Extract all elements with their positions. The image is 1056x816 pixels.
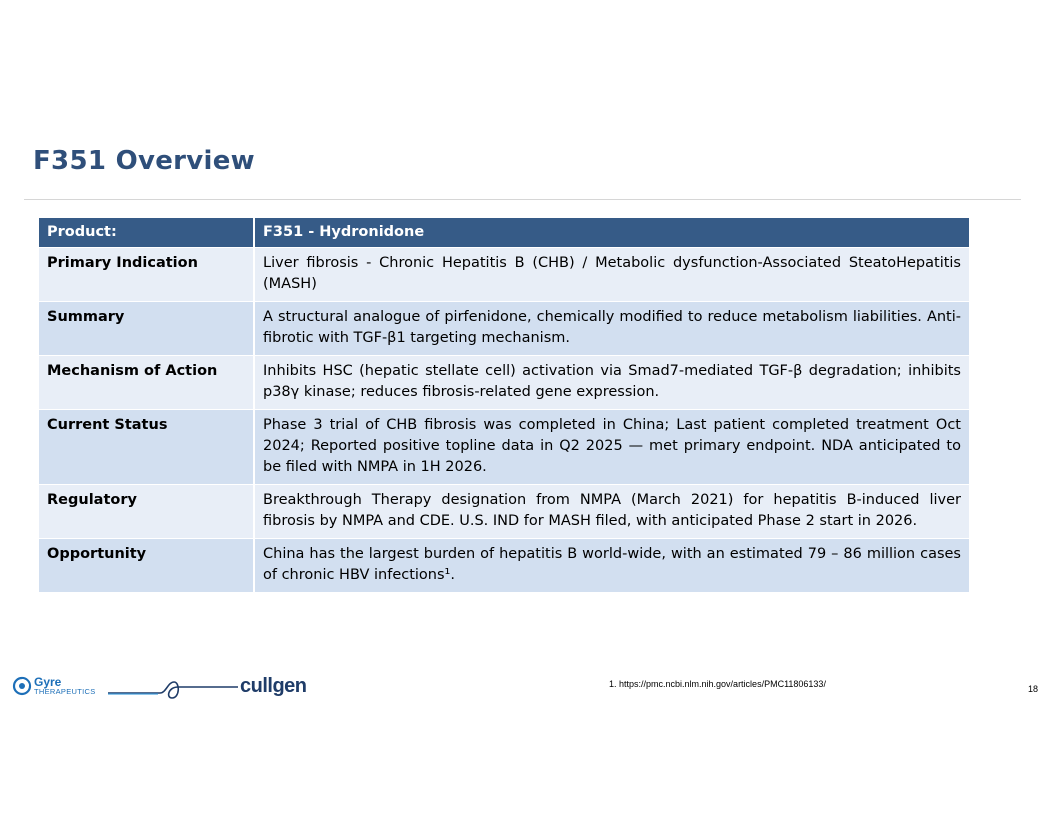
row-label: Summary <box>39 302 254 356</box>
row-label: Primary Indication <box>39 248 254 302</box>
table-header-row <box>39 218 969 248</box>
row-value: A structural analogue of pirfenidone, chemically modified to reduce metabolism liabilities. Anti-fibrotic with TGF-β1 targeting mechanism. <box>254 302 969 356</box>
row-value: Inhibits HSC (hepatic stellate cell) activation via Smad7-mediated TGF-β degradation; inhibits p38γ kinase; reduces fibrosis-related gene expression. <box>254 356 969 410</box>
row-label: Current Status <box>39 410 254 485</box>
row-value: China has the largest burden of hepatitis B world-wide, with an estimated 79 – 86 million cases of chronic HBV infections¹. <box>254 539 969 593</box>
footnote: 1. https://pmc.ncbi.nlm.nih.gov/articles/PMC11806133/ <box>609 679 826 689</box>
gyre-logo-subtitle: THERAPEUTICS <box>34 687 96 696</box>
title-divider <box>24 199 1021 200</box>
row-label: Regulatory <box>39 485 254 539</box>
partner-logos <box>12 672 322 706</box>
header-value: F351 - Hydronidone <box>254 218 969 248</box>
row-value: Phase 3 trial of CHB fibrosis was completed in China; Last patient completed treatment Oct 2024; Reported positive topline data in Q2 2025 — met primary endpoint. NDA anticipated to be filed with NMPA in 1H 2026. <box>254 410 969 485</box>
row-label: Mechanism of Action <box>39 356 254 410</box>
table-row <box>39 485 969 539</box>
overview-table <box>39 218 969 593</box>
gyre-logo-icon <box>12 676 32 696</box>
header-label: Product: <box>39 218 254 248</box>
table-row <box>39 302 969 356</box>
page-title: F351 Overview <box>33 146 256 176</box>
table-row <box>39 410 969 485</box>
row-label: Opportunity <box>39 539 254 593</box>
page-number: 18 <box>1028 684 1039 694</box>
cullgen-logo: cullgen <box>240 675 307 697</box>
table-row <box>39 539 969 593</box>
row-value: Liver fibrosis - Chronic Hepatitis B (CHB) / Metabolic dysfunction-Associated SteatoHepatitis (MASH) <box>254 248 969 302</box>
table-row <box>39 356 969 410</box>
table-row <box>39 248 969 302</box>
row-value: Breakthrough Therapy designation from NMPA (March 2021) for hepatitis B-induced liver fibrosis by NMPA and CDE. U.S. IND for MASH filed, with anticipated Phase 2 start in 2026. <box>254 485 969 539</box>
gyre-logo-name: Gyre <box>34 675 62 689</box>
connector-line-icon <box>108 678 238 702</box>
